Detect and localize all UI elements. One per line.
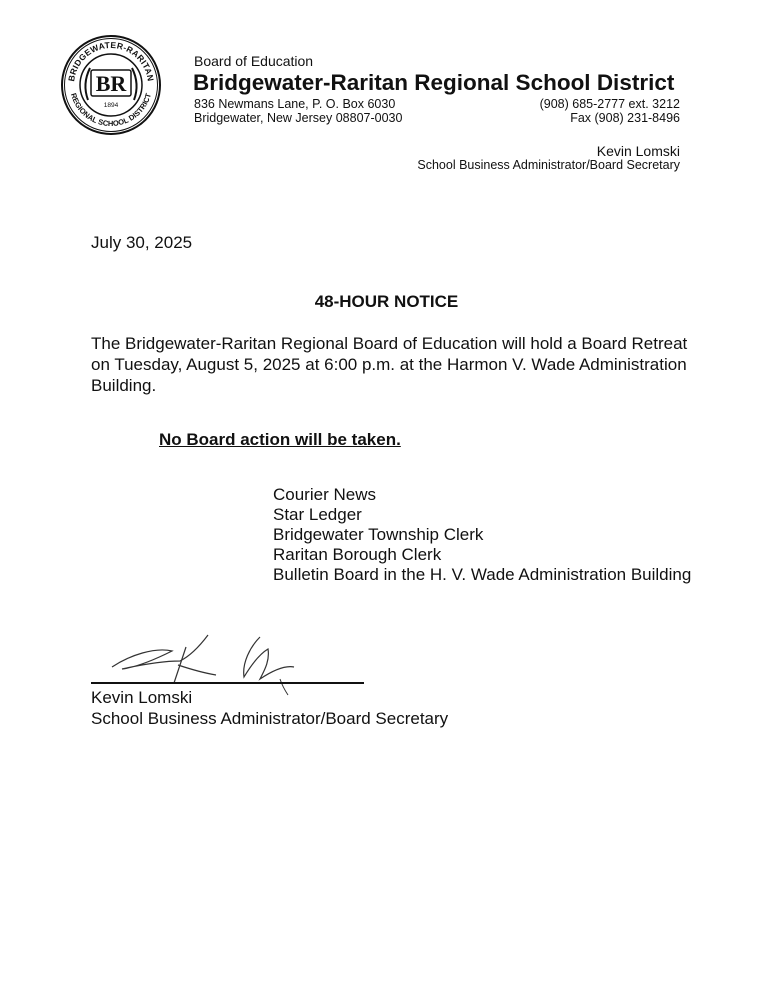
- signature-line: [91, 682, 364, 684]
- distribution-list: [273, 485, 691, 585]
- letter-date: July 30, 2025: [91, 233, 193, 252]
- distribution-item: Raritan Borough Clerk: [273, 545, 442, 564]
- seal-initials: BR: [95, 71, 127, 96]
- seal-year: 1894: [103, 102, 119, 109]
- distribution-item: Courier News: [273, 485, 376, 504]
- board-label: Board of Education: [194, 53, 314, 69]
- distribution-item: Bridgewater Township Clerk: [273, 525, 484, 544]
- distribution-item: Star Ledger: [273, 505, 362, 524]
- no-action-statement: No Board action will be taken.: [159, 430, 401, 449]
- letterhead-official-name: Kevin Lomski: [596, 143, 680, 159]
- distribution-item: Bulletin Board in the H. V. Wade Administration Building: [273, 565, 692, 584]
- fax-number: Fax (908) 231-8496: [570, 111, 680, 125]
- letterhead-official-title: School Business Administrator/Board Secretary: [417, 158, 680, 172]
- address-line-2: Bridgewater, New Jersey 08807-0030: [194, 111, 403, 125]
- district-seal-logo: [60, 34, 162, 136]
- notice-title: 48-HOUR NOTICE: [314, 292, 459, 311]
- signatory-name: Kevin Lomski: [91, 688, 193, 707]
- address-line-1: 836 Newmans Lane, P. O. Box 6030: [194, 97, 396, 111]
- notice-body: The Bridgewater-Raritan Regional Board of Education will hold a Board Retreat on Tuesday, August 5, 2025 at 6:00 p.m. at the Harmon V. Wade Administration Building.: [91, 334, 688, 395]
- seal-top-text: BRIDGEWATER-RARITAN: [66, 39, 156, 83]
- phone-number: (908) 685-2777 ext. 3212: [539, 97, 680, 111]
- signatory-title: School Business Administrator/Board Secretary: [91, 709, 449, 728]
- district-name: Bridgewater-Raritan Regional School District: [193, 70, 675, 95]
- seal-bottom-text: REGIONAL SCHOOL DISTRICT: [68, 92, 153, 129]
